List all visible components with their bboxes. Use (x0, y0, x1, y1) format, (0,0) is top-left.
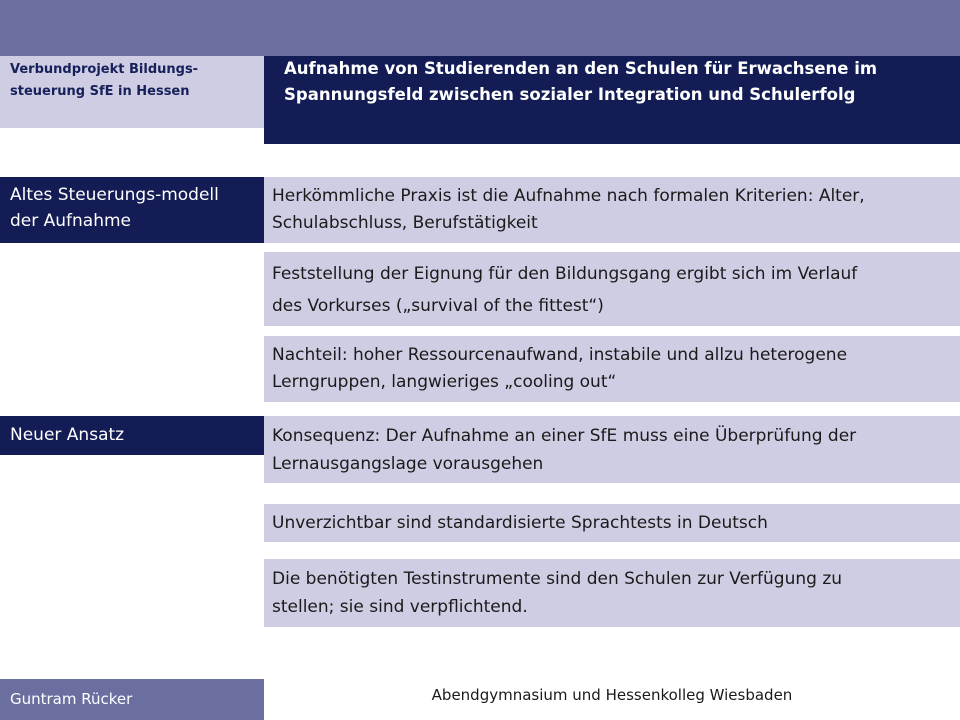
section-label-new-approach: Neuer Ansatz (0, 416, 264, 455)
old-model-line-2: der Aufnahme (10, 211, 132, 231)
slide-title (264, 56, 960, 144)
content-item-2 (264, 252, 960, 326)
content-item-6-line-1: Die benötigten Testinstrumente sind den Schulen zur Verfügung zu (272, 569, 843, 589)
footer-institution: Abendgymnasium und Hessenkolleg Wiesbaden (431, 686, 793, 704)
content-item-4 (264, 416, 960, 483)
project-line-1: Verbundprojekt Bildungs- (10, 62, 199, 77)
content-item-1-line-2: Schulabschluss, Berufstätigkeit (272, 213, 538, 233)
content-item-4-line-1: Konsequenz: Der Aufnahme an einer SfE muss eine Überprüfung der (272, 426, 857, 446)
content-item-4-line-2: Lernausgangslage vorausgehen (272, 454, 544, 474)
content-item-1-line-1: Herkömmliche Praxis ist die Aufnahme nach formalen Kriterien: Alter, (272, 186, 865, 206)
content-item-5-line-1: Unverzichtbar sind standardisierte Sprachtests in Deutsch (272, 513, 768, 533)
content-item-5 (264, 504, 960, 542)
content-item-2-line-2: des Vorkurses („survival of the fittest“) (272, 296, 604, 316)
old-model-line-1: Altes Steuerungs-modell (10, 185, 219, 205)
section-label-old-model (0, 177, 264, 243)
content-item-3 (264, 336, 960, 402)
project-line-2: steuerung SfE in Hessen (10, 84, 190, 99)
footer-author: Guntram Rücker (0, 679, 264, 720)
content-item-2-line-1: Feststellung der Eignung für den Bildungsgang ergibt sich im Verlauf (272, 264, 858, 284)
slide-title-line-2: Spannungsfeld zwischen sozialer Integration und Schulerfolg (284, 85, 856, 104)
content-item-3-line-2: Lerngruppen, langwieriges „cooling out“ (272, 372, 617, 392)
slide-title-line-1: Aufnahme von Studierenden an den Schulen für Erwachsene im (284, 59, 878, 78)
content-item-6 (264, 559, 960, 627)
top-bar (0, 0, 960, 56)
project-label (0, 56, 264, 128)
content-item-1 (264, 177, 960, 243)
content-item-3-line-1: Nachteil: hoher Ressourcenaufwand, instabile und allzu heterogene (272, 345, 848, 365)
content-item-6-line-2: stellen; sie sind verpflichtend. (272, 597, 528, 617)
